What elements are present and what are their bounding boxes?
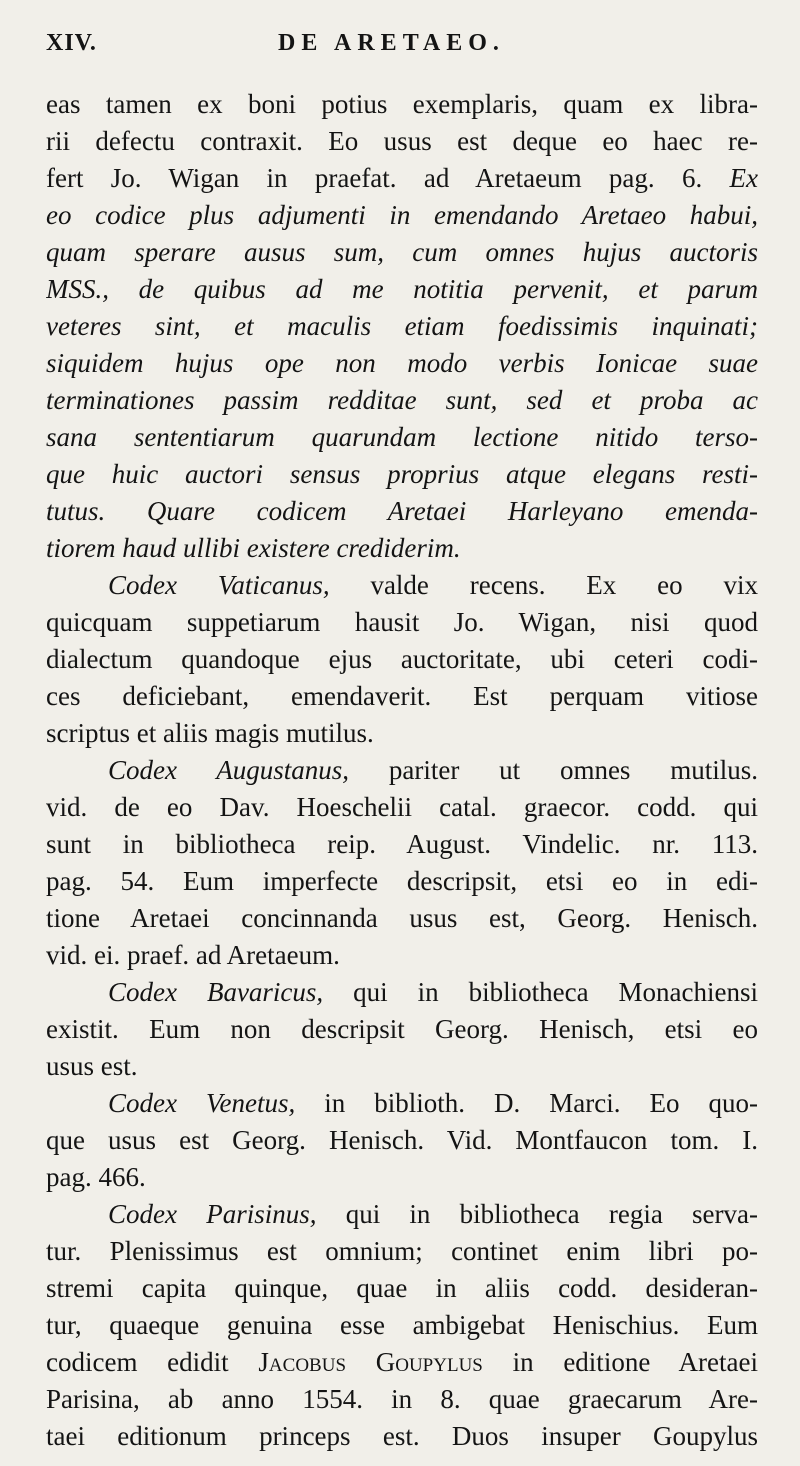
line-text: eas tamen ex boni potius exemplaris, quam ex libra- [46, 89, 758, 119]
text-line [46, 1344, 758, 1381]
text-line [46, 641, 758, 678]
line-text-italic: tiorem haud ullibi existere crediderim. [46, 533, 461, 563]
line-text: tur. Plenissimus est omnium; continet enim libri po- [46, 1236, 758, 1266]
line-text: rii defectu contraxit. Eo usus est deque eo haec re- [46, 126, 758, 156]
text-line [46, 1122, 758, 1159]
line-text-italic: Ex [729, 163, 758, 193]
text-line [46, 900, 758, 937]
line-text: dialectum quandoque ejus auctoritate, ubi ceteri codi- [46, 644, 758, 674]
text-line [46, 1233, 758, 1270]
line-text: vid. ei. praef. ad Aretaeum. [46, 940, 340, 970]
text-line [46, 752, 758, 789]
text-line [46, 1048, 758, 1085]
text-line [46, 345, 758, 382]
codex-name: Codex Augustanus, [108, 755, 389, 785]
codex-name: Codex Parisinus, [108, 1199, 346, 1229]
text-line [46, 678, 758, 715]
text-line [46, 456, 758, 493]
text-line [46, 86, 758, 123]
line-text: quicquam suppetiarum hausit Jo. Wigan, nisi quod [46, 607, 758, 637]
text-line [46, 160, 758, 197]
line-text: in biblioth. D. Marci. Eo quo- [324, 1088, 758, 1118]
line-text: usus est. [46, 1051, 138, 1081]
text-line [46, 974, 758, 1011]
text-line [46, 1085, 758, 1122]
line-text-italic: siquidem hujus ope non modo verbis Ionicae suae [46, 348, 758, 378]
text-line [46, 493, 758, 530]
line-text: que usus est Georg. Henisch. Vid. Montfaucon tom. I. [46, 1125, 758, 1155]
text-line [46, 197, 758, 234]
text-line [46, 604, 758, 641]
line-text-italic: sana sententiarum quarundam lectione nitido terso- [46, 422, 758, 452]
line-text-italic: terminationes passim redditae sunt, sed et proba ac [46, 385, 758, 415]
text-line [46, 826, 758, 863]
text-line [46, 123, 758, 160]
line-text-italic: veteres sint, et maculis etiam foedissimis inquinati; [46, 311, 758, 341]
text-line [46, 419, 758, 456]
line-text: in editione Aretaei [512, 1347, 758, 1377]
page-number: XIV. [46, 30, 97, 56]
line-text: vid. de eo Dav. Hoeschelii catal. graecor. codd. qui [46, 792, 758, 822]
text-line [46, 863, 758, 900]
text-line [46, 234, 758, 271]
codex-name: Codex Venetus, [108, 1088, 325, 1118]
text-line [46, 308, 758, 345]
line-text: sunt in bibliotheca reip. August. Vindelic. nr. 113. [46, 829, 758, 859]
line-text: pariter ut omnes mutilus. [388, 755, 758, 785]
line-text: tione Aretaei concinnanda usus est, Georg. Henisch. [46, 903, 758, 933]
line-text: stremi capita quinque, quae in aliis codd. desideran- [46, 1273, 758, 1303]
body-text [46, 86, 758, 1455]
codex-name: Codex Vaticanus, [108, 570, 371, 600]
line-text: codicem edidit [46, 1347, 259, 1377]
text-line [46, 1381, 758, 1418]
text-line [46, 1159, 758, 1196]
line-text: scriptus et aliis magis mutilus. [46, 718, 374, 748]
text-line [46, 530, 758, 567]
line-text: existit. Eum non descripsit Georg. Henisch, etsi eo [46, 1014, 758, 1044]
page-header [46, 26, 758, 66]
line-text-italic: quam sperare ausus sum, cum omnes hujus auctoris [46, 237, 758, 267]
line-text-italic: que huic auctori sensus proprius atque elegans resti- [46, 459, 758, 489]
line-text-italic: MSS., de quibus ad me notitia pervenit, et parum [46, 274, 758, 304]
line-text-italic: eo codice plus adjumenti in emendando Aretaeo habui, [46, 200, 758, 230]
codex-name: Codex Bavaricus, [108, 977, 354, 1007]
text-line [46, 1307, 758, 1344]
text-line [46, 271, 758, 308]
text-line [46, 937, 758, 974]
line-text: qui in bibliotheca regia serva- [345, 1199, 758, 1229]
line-text: Parisina, ab anno 1554. in 8. quae graecarum Are- [46, 1384, 758, 1414]
line-text: qui in bibliotheca Monachiensi [353, 977, 758, 1007]
line-text: valde recens. Ex eo vix [370, 570, 758, 600]
line-text: ces deficiebant, emendaverit. Est perquam vitiose [46, 681, 758, 711]
line-text-italic: tutus. Quare codicem Aretaei Harleyano emenda- [46, 496, 758, 526]
line-text: fert Jo. Wigan in praefat. ad Aretaeum pag. 6. [46, 163, 730, 193]
line-text: tur, quaeque genuina esse ambigebat Henischius. Eum [46, 1310, 758, 1340]
line-text: pag. 54. Eum imperfecte descripsit, etsi eo in edi- [46, 866, 758, 896]
text-line [46, 1196, 758, 1233]
text-line [46, 789, 758, 826]
text-line [46, 715, 758, 752]
editor-name: Jacobus Goupylus [258, 1347, 513, 1377]
text-line [46, 382, 758, 419]
running-title: DE ARETAEO. [278, 30, 505, 56]
line-text: taei editionum princeps est. Duos insuper Goupylus [46, 1421, 758, 1451]
text-line [46, 1270, 758, 1307]
text-line [46, 567, 758, 604]
text-line [46, 1011, 758, 1048]
line-text: pag. 466. [46, 1162, 146, 1192]
text-line [46, 1418, 758, 1455]
